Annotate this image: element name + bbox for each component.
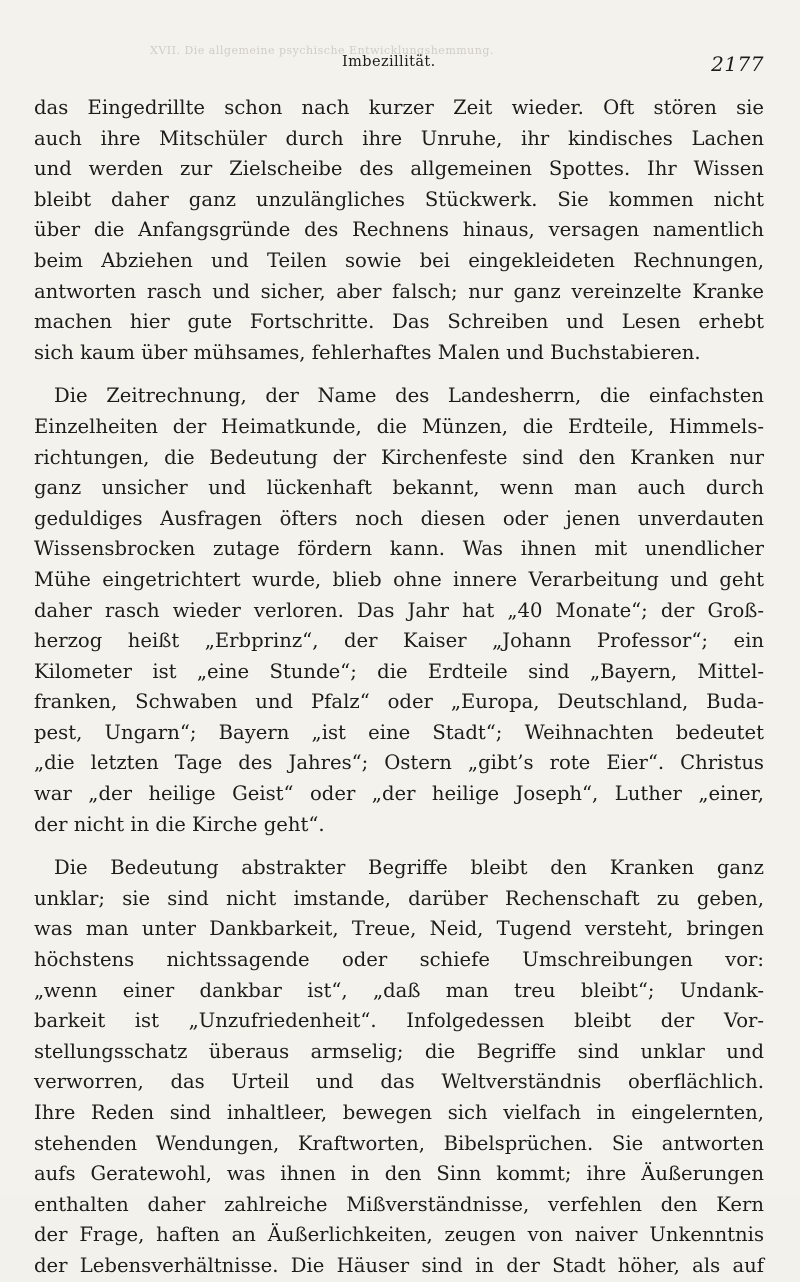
text-line: das Eingedrillte schon nach kurzer Zeit wieder. Oft stören sie — [34, 96, 764, 119]
bleed-through-text: XVII. Die allgemeine psychische Entwicklungshemmung. — [150, 44, 494, 57]
text-line: herzog heißt „Erbprinz“, der Kaiser „Johann Professor“; ein — [34, 629, 764, 653]
body-text — [34, 93, 764, 1282]
text-line: „die letzten Tage des Jahres“; Ostern „gibt’s rote Eier“. Christus — [34, 751, 764, 775]
text-line: stellungsschatz überaus armselig; die Begriffe sind unklar und — [34, 1039, 764, 1063]
text-line: stehenden Wendungen, Kraftworten, Bibelsprüchen. Sie antworten — [34, 1131, 764, 1155]
paragraph — [34, 93, 764, 368]
text-line: höchstens nichtssagende oder schiefe Umschreibungen vor: — [34, 948, 764, 972]
text-line: und werden zur Zielscheibe des allgemeinen Spottes. Ihr Wissen — [34, 157, 764, 181]
text-line: der Frage, haften an Äußerlichkeiten, zeugen von naiver Unkenntnis — [34, 1223, 764, 1247]
paragraph — [34, 853, 764, 1281]
text-line: über die Anfangsgründe des Rechnens hinaus, versagen namentlich — [34, 218, 764, 242]
text-line: was man unter Dankbarkeit, Treue, Neid, Tugend versteht, bringen — [34, 917, 764, 941]
page-header — [34, 52, 764, 80]
text-line: Kilometer ist „eine Stunde“; die Erdteile sind „Bayern, Mittel- — [34, 659, 764, 683]
text-line: der nicht in die Kirche geht“. — [34, 812, 325, 836]
text-line: enthalten daher zahlreiche Mißverständnisse, verfehlen den Kern — [34, 1192, 764, 1216]
text-line: antworten rasch und sicher, aber falsch; nur ganz vereinzelte Kranke — [34, 279, 764, 303]
text-line: war „der heilige Geist“ oder „der heilige Joseph“, Luther „einer, — [34, 782, 764, 806]
text-line: bleibt daher ganz unzulängliches Stückwerk. Sie kommen nicht — [34, 187, 764, 211]
text-line: richtungen, die Bedeutung der Kirchenfeste sind den Kranken nur — [34, 445, 764, 469]
text-line: der Lebensverhältnisse. Die Häuser sind in der Stadt höher, als auf — [34, 1253, 764, 1277]
text-line: unklar; sie sind nicht imstande, darüber Rechenschaft zu geben, — [34, 886, 764, 910]
text-line: barkeit ist „Unzufriedenheit“. Infolgedessen bleibt der Vor- — [34, 1009, 764, 1033]
text-line: geduldiges Ausfragen öfters noch diesen oder jenen unverdauten — [34, 506, 764, 530]
text-line: auch ihre Mitschüler durch ihre Unruhe, ihr kindisches Lachen — [34, 126, 764, 150]
text-line: Ihre Reden sind inhaltleer, bewegen sich vielfach in eingelernten, — [34, 1101, 764, 1124]
text-line: franken, Schwaben und Pfalz“ oder „Europa, Deutschland, Buda- — [34, 690, 764, 714]
text-line: sich kaum über mühsames, fehlerhaftes Malen und Buchstabieren. — [34, 340, 701, 364]
text-line: pest, Ungarn“; Bayern „ist eine Stadt“; Weihnachten bedeutet — [34, 720, 764, 744]
running-head: Imbezillität. — [342, 54, 436, 70]
text-line: Wissensbrocken zutage fördern kann. Was ihnen mit unendlicher — [34, 537, 764, 561]
text-line: verworren, das Urteil und das Weltverständnis oberflächlich. — [34, 1070, 764, 1094]
text-line: Einzelheiten der Heimatkunde, die Münzen, die Erdteile, Himmels- — [34, 414, 764, 438]
text-line: Die Bedeutung abstrakter Begriffe bleibt den Kranken ganz — [54, 856, 764, 880]
text-line: „wenn einer dankbar ist“, „daß man treu bleibt“; Undank- — [34, 978, 764, 1002]
page-number: 2177 — [711, 52, 764, 76]
text-line: daher rasch wieder verloren. Das Jahr hat „40 Monate“; der Groß- — [34, 598, 764, 622]
text-line: aufs Geratewohl, was ihnen in den Sinn kommt; ihre Äußerungen — [34, 1162, 764, 1186]
text-line: beim Abziehen und Teilen sowie bei eingekleideten Rechnungen, — [34, 248, 764, 272]
text-line: machen hier gute Fortschritte. Das Schreiben und Lesen erhebt — [34, 310, 764, 334]
text-line: Die Zeitrechnung, der Name des Landesherrn, die einfachsten — [54, 384, 764, 408]
text-line: ganz unsicher und lückenhaft bekannt, wenn man auch durch — [34, 476, 764, 500]
paragraph — [34, 381, 764, 840]
text-line: Mühe eingetrichtert wurde, blieb ohne innere Verarbeitung und geht — [34, 567, 764, 591]
